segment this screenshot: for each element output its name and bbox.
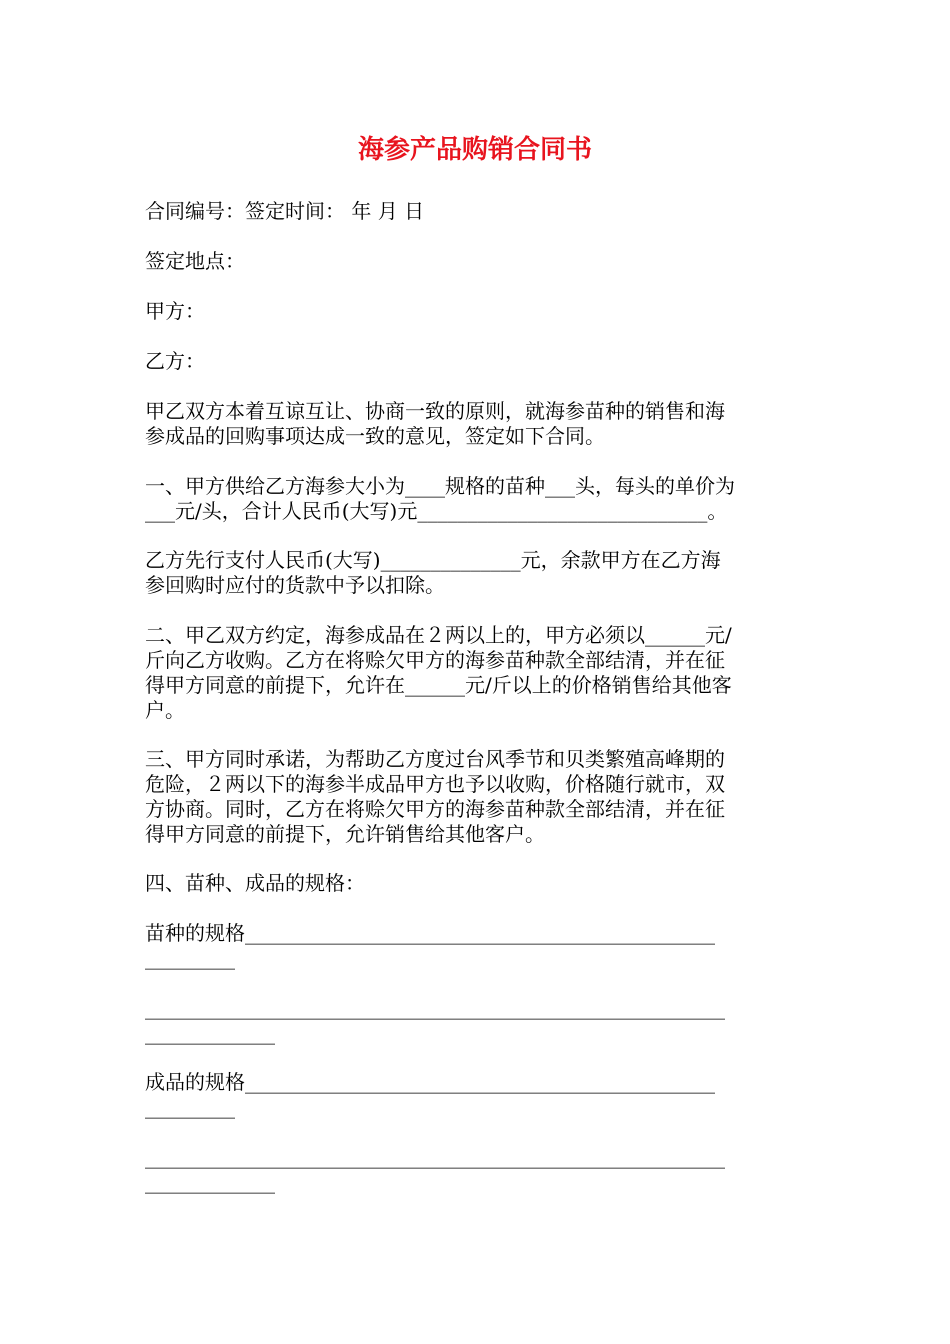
product-spec-continuation: __________________________________________________________ _____________ (145, 1145, 725, 1194)
clause-2-paragraph: 二、甲乙双方约定，海参成品在２两以上的，甲方必须以______元/ 斤向乙方收购。乙方在将赊欠甲方的海参苗种款全部结清，并在征 得甲方同意的前提下，允许在______元/斤以上的价格销售给其他客 户。 (145, 623, 732, 722)
seed-spec-continuation: __________________________________________________________ _____________ (145, 996, 725, 1045)
intro-paragraph: 甲乙双方本着互谅互让、协商一致的原则，就海参苗种的销售和海 参成品的回购事项达成一致的意见，签定如下合同。 (145, 399, 725, 448)
party-a-line: 甲方： (145, 299, 205, 323)
clause-4-heading: 四、苗种、成品的规格： (145, 871, 365, 895)
contract-number-line: 合同编号：签定时间： 年 月 日 (145, 199, 425, 223)
document-title: 海参产品购销合同书 (357, 135, 592, 165)
seed-spec-field: 苗种的规格_______________________________________________ _________ (145, 921, 715, 970)
clause-1-paragraph: 一、甲方供给乙方海参大小为____规格的苗种___头，每头的单价为 ___元/头，合计人民币(大写)元_____________________________。 (145, 474, 735, 523)
party-b-line: 乙方： (145, 349, 205, 373)
product-spec-field: 成品的规格_______________________________________________ _________ (145, 1070, 715, 1119)
clause-1-payment-paragraph: 乙方先行支付人民币(大写)______________元，余款甲方在乙方海 参回购时应付的货款中予以扣除。 (145, 548, 721, 597)
signing-place-line: 签定地点： (145, 249, 245, 273)
clause-3-paragraph: 三、甲方同时承诺，为帮助乙方度过台风季节和贝类繁殖高峰期的 危险，２两以下的海参半成品甲方也予以收购，价格随行就市，双 方协商。同时，乙方在将赊欠甲方的海参苗种款全部结清，并在征 得甲方同意的前提下，允许销售给其他客户。 (145, 747, 725, 846)
